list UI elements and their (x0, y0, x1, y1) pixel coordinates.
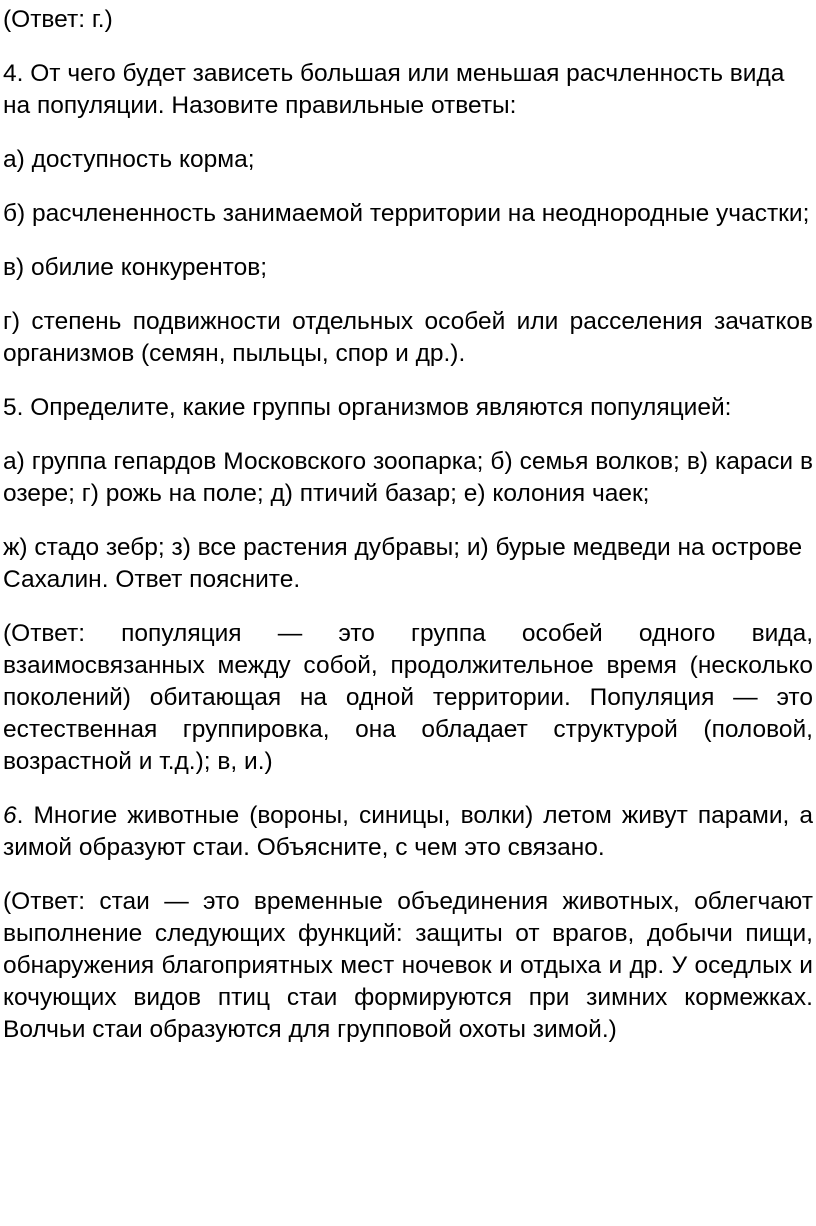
option-4d-paragraph: г) степень подвижности отдельных особей или расселения зачатков организмов (семян, пыльцы, спор и др.). (3, 308, 813, 367)
option-4a-paragraph: а) доступность корма; (3, 146, 255, 173)
answer-3-paragraph: (Ответ: г.) (3, 6, 113, 33)
option-4c-paragraph: в) обилие конкурентов; (3, 254, 268, 281)
question-6-paragraph (3, 800, 813, 864)
answer-6-paragraph: (Ответ: стаи — это временные объединения животных, облегчают выполнение следующих функций: защиты от врагов, добычи пищи, обнаружения благоприятных мест ночевок и отдыха и др. У оседлых и кочующих видов птиц стаи формируются при зимних кормежках. Волчьи стаи образуются для групповой охоты зимой.) (3, 888, 813, 1043)
question-5-paragraph: 5. Определите, какие группы организмов являются популяцией: (3, 394, 732, 421)
question-4-paragraph: 4. От чего будет зависеть большая или меньшая расчленность вида на популяции. Назовите правильные ответы: (3, 60, 785, 119)
question-6-text: . Многие животные (вороны, синицы, волки) летом живут парами, а зимой образуют стаи. Объясните, с чем это связано. (3, 802, 813, 861)
question-6-number: 6 (3, 802, 17, 829)
options-5a-paragraph: а) группа гепардов Московского зоопарка; б) семья волков; в) караси в озере; г) рожь на поле; д) птичий базар; е) колония чаек; (3, 448, 813, 507)
options-5b-paragraph: ж) стадо зебр; з) все растения дубравы; и) бурые медведи на острове Сахалин. Ответ поясните. (3, 534, 803, 593)
option-4b-paragraph: б) расчлененность занимаемой территории на неоднородные участки; (3, 200, 810, 227)
answer-5-paragraph: (Ответ: популяция — это группа особей одного вида, взаимосвязанных между собой, продолжительное время (несколько поколений) обитающая на одной территории. Популяция — это естественная группировка, она обладает структурой (половой, возрастной и т.д.); в, и.) (3, 620, 813, 775)
